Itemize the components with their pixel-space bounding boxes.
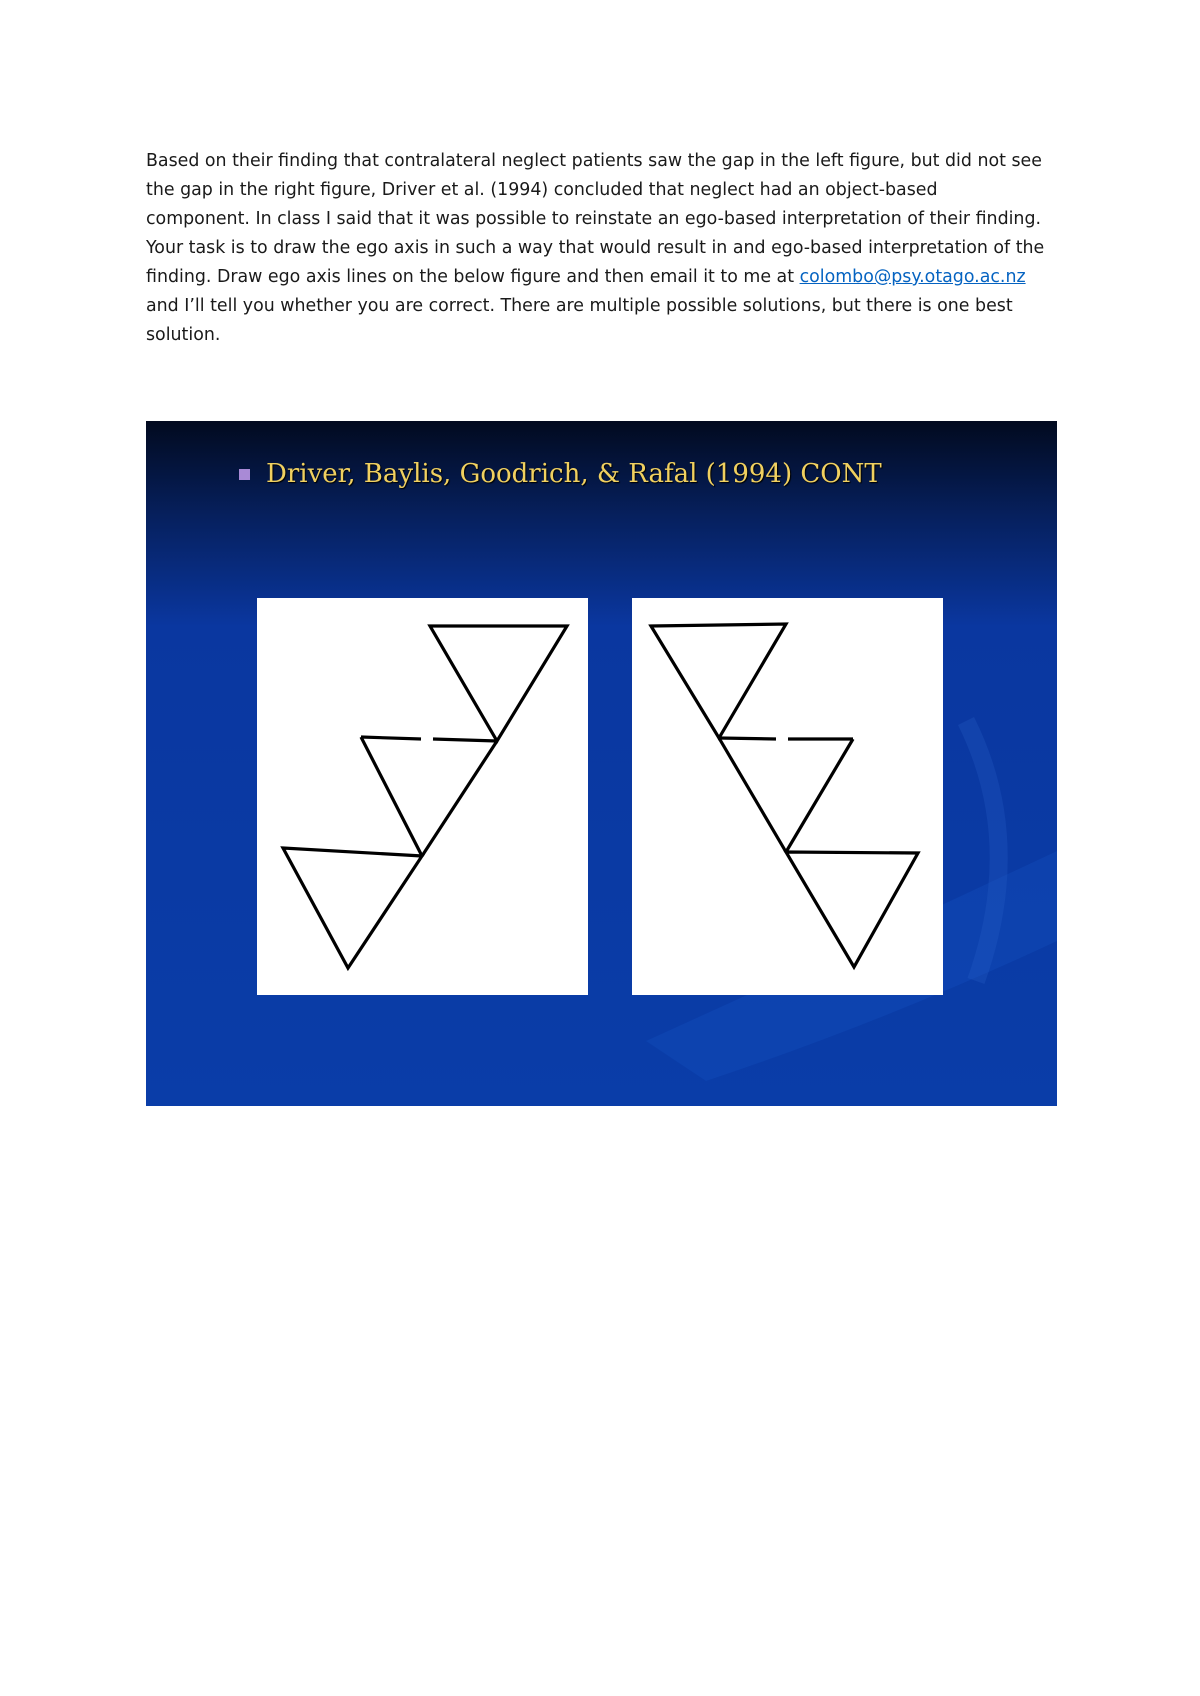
slide-title: Driver, Baylis, Goodrich, & Rafal (1994) CONT [266,459,882,489]
middle-triangle-right-side [422,741,497,856]
middle-triangle-right-side [786,739,853,852]
bottom-triangle [283,848,422,968]
middle-triangle-left-side [719,738,786,852]
slide-image [146,421,1057,1106]
middle-triangle-top-left-segment [719,738,776,739]
right-figure-panel [632,598,943,995]
slide-title-row [239,459,882,489]
middle-triangle-top-right-segment [433,739,497,741]
right-triangles-figure [632,598,943,995]
left-figure-panel [257,598,588,995]
instructions-text-after: and I’ll tell you whether you are correct. There are multiple possible solutions, but there is one best solution. [146,296,1013,345]
middle-triangle-top-left-segment [361,737,421,739]
instructions-text-before: Based on their finding that contralateral neglect patients saw the gap in the left figure, but did not see the gap in the right figure, Driver et al. (1994) concluded that neglect had an object-based component. In class I said that it was possible to reinstate an ego-based interpretation of their finding. Your task is to draw the ego axis in such a way that would result in and ego-based interpretation of the finding. Draw ego axis lines on the below figure and then email it to me at [146,151,1045,287]
top-triangle [430,626,567,741]
instructions-paragraph [146,147,1046,350]
top-triangle [651,624,786,738]
middle-triangle-left-side [361,737,422,856]
left-triangles-figure [257,598,588,995]
bullet-icon [239,469,250,480]
bottom-triangle [786,852,918,967]
email-link[interactable]: colombo@psy.otago.ac.nz [799,267,1026,287]
